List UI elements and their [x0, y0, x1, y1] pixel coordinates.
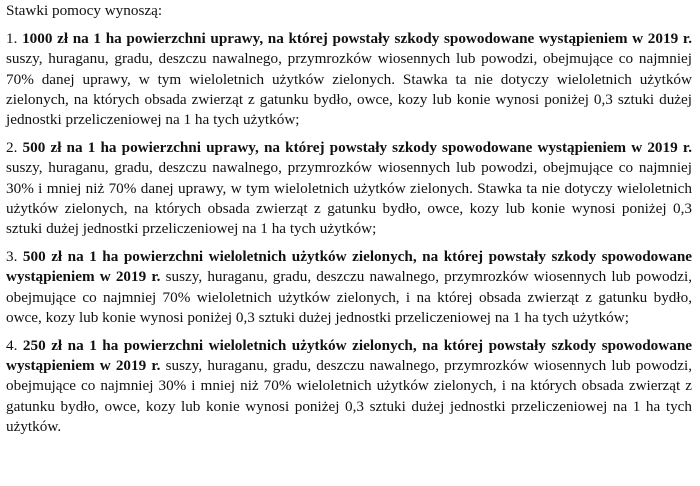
item-number: 1.	[6, 30, 18, 48]
list-item-1	[6, 26, 692, 135]
item-description: suszy, huraganu, gradu, deszczu nawalnego, przymrozków wiosennych lub powodzi, obejmujące co najmniej 70% wieloletnich użytków zielonych, i na której obsada zwierząt z gatunku bydło, owce, kozy lub konie wynosi poniżej 0,3 sztuki dużej jednostki przeliczeniowej na 1 ha tych użytków;	[6, 268, 692, 326]
item-rate-heading: 1000 zł na 1 ha powierzchni uprawy, na której powstały szkody spowodowane wystąpieniem w 2019 r.	[22, 30, 692, 48]
item-number: 3.	[6, 248, 18, 266]
intro-text: Stawki pomocy wynoszą:	[6, 2, 163, 19]
item-rate-heading: 250 zł na 1 ha powierzchni wieloletnich użytków zielonych, na której powstały szkody spowodowane wystąpieniem w 2019 r.	[6, 337, 693, 375]
list-item-3	[6, 244, 692, 333]
item-rate-heading: 500 zł na 1 ha powierzchni uprawy, na której powstały szkody spowodowane wystąpieniem w 2019 r.	[22, 139, 692, 157]
item-number: 4.	[6, 337, 18, 355]
item-description: suszy, huraganu, gradu, deszczu nawalnego, przymrozków wiosennych lub powodzi, obejmujące co najmniej 30% i mniej niż 70% danej uprawy, w tym wieloletnich użytków zielonych. Stawka ta nie dotyczy wieloletnich użytków zielonych, na których obsada zwierząt z gatunku bydło, owce, kozy lub konie wynosi poniżej 0,3 sztuki dużej jednostki przeliczeniowej na 1 ha tych użytków;	[6, 159, 692, 238]
item-description: suszy, huraganu, gradu, deszczu nawalnego, przymrozków wiosennych lub powodzi, obejmujące co najmniej 70% danej uprawy, w tym wieloletnich użytków zielonych. Stawka ta nie dotyczy wieloletnich użytków zielonych, na których obsada zwierząt z gatunku bydło, owce, kozy lub konie wynosi poniżej 0,3 sztuki dużej jednostki przeliczeniowej na 1 ha tych użytków;	[6, 50, 692, 129]
list-item-2	[6, 135, 692, 244]
item-description: suszy, huraganu, gradu, deszczu nawalnego, przymrozków wiosennych lub powodzi, obejmujące co najmniej 30% i mniej niż 70% wieloletnich użytków zielonych, i na których obsada zwierząt z gatunku bydło, owce, kozy lub konie wynosi poniżej 0,3 sztuki dużej jednostki przeliczeniowej na 1 ha tych użytków.	[6, 357, 692, 435]
item-number: 2.	[6, 139, 18, 157]
document-body	[6, 0, 692, 442]
item-rate-heading: 500 zł na 1 ha powierzchni wieloletnich użytków zielonych, na której powstały szkody spowodowane wystąpieniem w 2019 r.	[6, 248, 693, 286]
list-item-4	[6, 333, 692, 442]
